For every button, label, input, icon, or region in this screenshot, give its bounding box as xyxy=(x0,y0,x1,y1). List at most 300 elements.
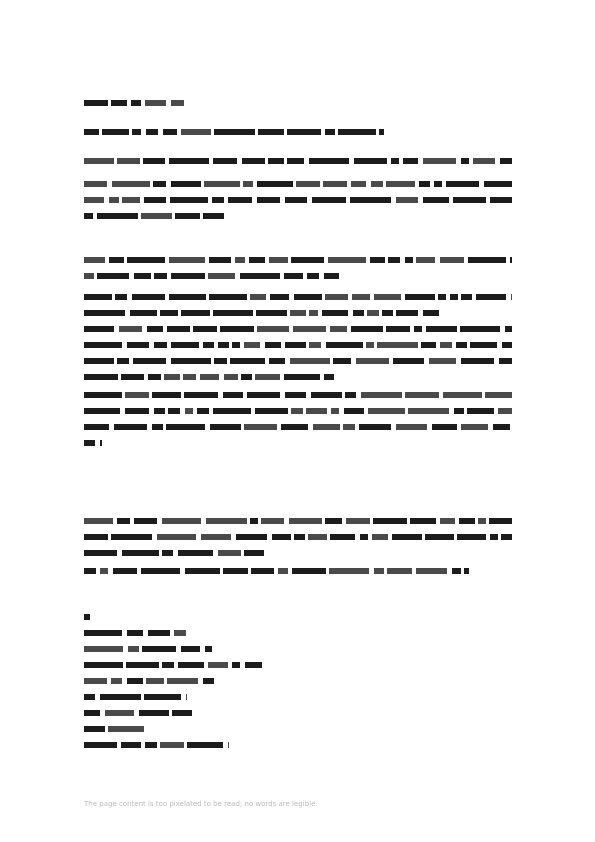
glyph-run xyxy=(459,518,475,524)
glyph-run xyxy=(178,662,204,668)
glyph-run xyxy=(174,630,186,636)
glyph-run xyxy=(203,678,214,684)
glyph-run xyxy=(257,326,289,332)
text-line xyxy=(84,568,469,574)
glyph-run xyxy=(391,158,399,164)
glyph-run xyxy=(306,408,327,414)
list-item xyxy=(84,694,187,700)
glyph-run xyxy=(270,294,289,300)
glyph-run xyxy=(410,518,436,524)
glyph-run xyxy=(287,158,304,164)
glyph-run xyxy=(152,424,163,430)
glyph-run xyxy=(183,374,196,380)
glyph-run xyxy=(501,534,512,540)
glyph-run xyxy=(134,273,151,279)
glyph-run xyxy=(287,129,321,135)
glyph-run xyxy=(84,408,120,414)
glyph-run xyxy=(296,181,320,187)
glyph-run xyxy=(167,326,190,332)
glyph-run xyxy=(294,294,322,300)
glyph-run xyxy=(97,273,129,279)
glyph-run xyxy=(84,257,105,263)
glyph-run xyxy=(84,342,122,348)
glyph-run xyxy=(84,100,108,106)
glyph-run xyxy=(345,392,356,398)
glyph-run xyxy=(250,518,258,524)
glyph-run xyxy=(134,518,157,524)
glyph-run xyxy=(84,440,95,446)
glyph-run xyxy=(291,408,303,414)
glyph-run xyxy=(84,294,112,300)
glyph-run xyxy=(244,550,264,556)
glyph-run xyxy=(171,342,199,348)
text-line xyxy=(84,158,512,164)
glyph-run xyxy=(326,342,363,348)
list-item xyxy=(84,710,192,716)
glyph-run xyxy=(255,374,280,380)
glyph-run xyxy=(212,197,224,203)
glyph-run xyxy=(489,518,512,524)
glyph-run xyxy=(168,408,180,414)
glyph-run xyxy=(312,197,346,203)
glyph-run xyxy=(128,646,139,652)
glyph-run xyxy=(84,662,123,668)
glyph-run xyxy=(244,342,260,348)
glyph-run xyxy=(440,342,452,348)
text-line xyxy=(84,440,102,446)
glyph-run xyxy=(84,614,90,620)
document-subheading xyxy=(84,129,384,135)
glyph-run xyxy=(169,294,206,300)
glyph-run xyxy=(213,310,253,316)
glyph-run xyxy=(171,273,205,279)
glyph-run xyxy=(461,424,488,430)
text-line xyxy=(84,294,512,300)
glyph-run xyxy=(127,630,143,636)
glyph-run xyxy=(208,273,235,279)
list-item xyxy=(84,630,186,636)
glyph-run xyxy=(425,534,454,540)
glyph-run xyxy=(392,534,422,540)
glyph-run xyxy=(208,662,228,668)
glyph-run xyxy=(141,213,172,219)
list-item xyxy=(84,646,212,652)
glyph-run xyxy=(350,197,391,203)
glyph-run xyxy=(289,518,322,524)
list-marker xyxy=(84,614,90,620)
text-line xyxy=(84,392,512,398)
glyph-run xyxy=(131,100,141,106)
glyph-run xyxy=(154,273,167,279)
text-line xyxy=(84,374,334,380)
glyph-run xyxy=(245,662,262,668)
glyph-run xyxy=(344,408,364,414)
glyph-run xyxy=(228,742,229,748)
glyph-run xyxy=(144,197,166,203)
glyph-run xyxy=(396,424,427,430)
glyph-run xyxy=(154,408,165,414)
glyph-run xyxy=(84,550,117,556)
list-item xyxy=(84,726,144,732)
glyph-run xyxy=(371,181,383,187)
glyph-run xyxy=(115,294,127,300)
glyph-run xyxy=(285,197,307,203)
glyph-run xyxy=(218,342,229,348)
glyph-run xyxy=(218,550,241,556)
glyph-run xyxy=(84,392,122,398)
glyph-run xyxy=(403,158,418,164)
glyph-run xyxy=(309,342,321,348)
glyph-run xyxy=(485,392,512,398)
glyph-run xyxy=(290,358,330,364)
glyph-run xyxy=(84,358,114,364)
glyph-run xyxy=(405,294,435,300)
glyph-run xyxy=(214,358,227,364)
glyph-run xyxy=(367,310,379,316)
glyph-run xyxy=(257,181,293,187)
glyph-run xyxy=(100,568,108,574)
glyph-run xyxy=(423,197,449,203)
glyph-run xyxy=(84,568,96,574)
glyph-run xyxy=(209,294,247,300)
glyph-run xyxy=(84,710,100,716)
glyph-run xyxy=(510,257,512,263)
glyph-run xyxy=(228,197,252,203)
glyph-run xyxy=(113,568,137,574)
glyph-run xyxy=(493,424,510,430)
glyph-run xyxy=(325,129,335,135)
glyph-run xyxy=(185,568,220,574)
glyph-run xyxy=(84,213,93,219)
glyph-run xyxy=(309,158,349,164)
glyph-run xyxy=(206,518,247,524)
glyph-run xyxy=(393,358,424,364)
glyph-run xyxy=(109,257,124,263)
glyph-run xyxy=(210,424,241,430)
glyph-run xyxy=(361,392,402,398)
glyph-run xyxy=(184,392,218,398)
text-line xyxy=(84,197,512,203)
glyph-run xyxy=(121,374,144,380)
glyph-run xyxy=(157,534,196,540)
glyph-run xyxy=(443,392,482,398)
glyph-run xyxy=(416,568,447,574)
glyph-run xyxy=(325,294,348,300)
glyph-run xyxy=(307,273,319,279)
glyph-run xyxy=(154,342,167,348)
glyph-run xyxy=(446,181,479,187)
list-item xyxy=(84,662,262,668)
glyph-run xyxy=(152,392,181,398)
glyph-run xyxy=(351,326,383,332)
glyph-run xyxy=(108,726,144,732)
glyph-run xyxy=(388,257,400,263)
glyph-run xyxy=(171,358,211,364)
glyph-run xyxy=(223,392,243,398)
glyph-run xyxy=(372,534,388,540)
glyph-run xyxy=(145,100,166,106)
glyph-run xyxy=(423,310,439,316)
glyph-run xyxy=(269,358,285,364)
glyph-run xyxy=(147,326,163,332)
glyph-run xyxy=(330,326,347,332)
glyph-run xyxy=(386,181,415,187)
glyph-run xyxy=(84,158,114,164)
legibility-note: The page content is too pixelated to be read; no words are legible. xyxy=(84,800,318,808)
glyph-run xyxy=(429,358,456,364)
glyph-run xyxy=(232,662,240,668)
glyph-run xyxy=(387,568,412,574)
glyph-run xyxy=(470,342,497,348)
glyph-run xyxy=(359,424,391,430)
list-item xyxy=(84,742,229,748)
text-line xyxy=(84,257,512,263)
glyph-run xyxy=(290,310,306,316)
glyph-run xyxy=(119,326,142,332)
glyph-run xyxy=(121,742,141,748)
glyph-run xyxy=(281,424,308,430)
glyph-run xyxy=(181,310,210,316)
glyph-run xyxy=(382,310,393,316)
glyph-run xyxy=(84,742,117,748)
glyph-run xyxy=(84,273,94,279)
text-line xyxy=(84,424,512,430)
glyph-run xyxy=(160,310,178,316)
glyph-run xyxy=(244,424,277,430)
glyph-run xyxy=(126,662,159,668)
glyph-run xyxy=(331,408,339,414)
text-line xyxy=(84,358,512,364)
glyph-run xyxy=(374,294,401,300)
glyph-run xyxy=(269,257,288,263)
glyph-run xyxy=(251,568,274,574)
text-line xyxy=(84,550,264,556)
glyph-run xyxy=(200,374,219,380)
glyph-run xyxy=(484,181,512,187)
glyph-run xyxy=(111,100,127,106)
glyph-run xyxy=(291,257,324,263)
glyph-run xyxy=(432,424,457,430)
glyph-run xyxy=(186,694,187,700)
text-line xyxy=(84,518,512,524)
glyph-run xyxy=(330,534,355,540)
glyph-run xyxy=(146,129,158,135)
glyph-run xyxy=(473,158,495,164)
glyph-run xyxy=(84,646,123,652)
glyph-run xyxy=(236,534,267,540)
text-line xyxy=(84,326,512,332)
glyph-run xyxy=(490,197,512,203)
glyph-run xyxy=(84,374,118,380)
glyph-run xyxy=(309,310,318,316)
glyph-run xyxy=(396,197,418,203)
glyph-run xyxy=(235,257,245,263)
glyph-run xyxy=(354,158,387,164)
glyph-run xyxy=(166,424,205,430)
glyph-run xyxy=(256,310,287,316)
glyph-run xyxy=(457,534,486,540)
glyph-run xyxy=(366,342,374,348)
glyph-run xyxy=(324,374,334,380)
glyph-run xyxy=(214,129,255,135)
glyph-run xyxy=(102,129,129,135)
glyph-run xyxy=(100,440,102,446)
glyph-run xyxy=(203,213,224,219)
glyph-run xyxy=(109,197,119,203)
glyph-run xyxy=(324,273,339,279)
glyph-run xyxy=(258,129,284,135)
glyph-run xyxy=(169,158,209,164)
glyph-run xyxy=(329,568,369,574)
glyph-run xyxy=(500,158,512,164)
glyph-run xyxy=(408,408,449,414)
glyph-run xyxy=(117,358,129,364)
glyph-run xyxy=(322,310,348,316)
glyph-run xyxy=(84,129,99,135)
glyph-run xyxy=(498,408,512,414)
glyph-run xyxy=(187,742,223,748)
glyph-run xyxy=(419,181,430,187)
glyph-run xyxy=(468,257,506,263)
glyph-run xyxy=(122,550,159,556)
glyph-run xyxy=(84,424,109,430)
text-line xyxy=(84,408,512,414)
glyph-run xyxy=(423,158,456,164)
glyph-run xyxy=(243,181,253,187)
glyph-run xyxy=(105,710,134,716)
glyph-run xyxy=(213,158,237,164)
glyph-run xyxy=(396,310,418,316)
glyph-run xyxy=(241,374,252,380)
glyph-run xyxy=(175,213,200,219)
glyph-run xyxy=(467,408,494,414)
glyph-run xyxy=(127,257,165,263)
glyph-run xyxy=(223,568,248,574)
glyph-run xyxy=(178,550,213,556)
glyph-run xyxy=(351,181,366,187)
glyph-run xyxy=(130,310,157,316)
glyph-run xyxy=(505,326,512,332)
text-line xyxy=(84,213,224,219)
glyph-run xyxy=(499,358,512,364)
glyph-run xyxy=(164,374,180,380)
glyph-run xyxy=(84,694,95,700)
glyph-run xyxy=(247,392,280,398)
glyph-run xyxy=(440,518,455,524)
glyph-run xyxy=(171,100,184,106)
glyph-run xyxy=(197,408,209,414)
glyph-run xyxy=(284,374,320,380)
glyph-run xyxy=(440,257,464,263)
glyph-run xyxy=(201,534,231,540)
glyph-run xyxy=(181,129,211,135)
glyph-run xyxy=(143,158,165,164)
glyph-run xyxy=(346,518,370,524)
glyph-run xyxy=(224,374,238,380)
text-line xyxy=(84,534,512,540)
glyph-run xyxy=(171,181,201,187)
glyph-run xyxy=(454,408,464,414)
glyph-run xyxy=(114,424,147,430)
glyph-run xyxy=(426,326,457,332)
glyph-run xyxy=(193,326,217,332)
glyph-run xyxy=(284,273,303,279)
glyph-run xyxy=(148,374,161,380)
glyph-run xyxy=(325,518,342,524)
glyph-run xyxy=(167,678,198,684)
glyph-run xyxy=(338,129,376,135)
text-line xyxy=(84,273,339,279)
glyph-run xyxy=(84,678,107,684)
glyph-run xyxy=(125,408,149,414)
glyph-run xyxy=(145,742,157,748)
glyph-run xyxy=(356,358,389,364)
glyph-run xyxy=(414,326,422,332)
glyph-run xyxy=(117,518,130,524)
glyph-run xyxy=(132,129,141,135)
glyph-run xyxy=(250,294,266,300)
glyph-run xyxy=(84,630,122,636)
glyph-run xyxy=(139,710,169,716)
glyph-run xyxy=(205,646,212,652)
glyph-run xyxy=(84,310,125,316)
glyph-run xyxy=(343,424,355,430)
glyph-run xyxy=(112,181,150,187)
glyph-run xyxy=(456,342,467,348)
glyph-run xyxy=(132,294,165,300)
glyph-run xyxy=(203,342,214,348)
glyph-run xyxy=(461,358,494,364)
glyph-run xyxy=(405,257,413,263)
glyph-run xyxy=(261,518,284,524)
glyph-run xyxy=(133,358,166,364)
glyph-run xyxy=(111,534,152,540)
glyph-run xyxy=(249,257,265,263)
glyph-run xyxy=(220,326,254,332)
glyph-run xyxy=(84,181,107,187)
glyph-run xyxy=(490,534,498,540)
glyph-run xyxy=(328,257,366,263)
glyph-run xyxy=(438,294,446,300)
glyph-run xyxy=(272,534,291,540)
glyph-run xyxy=(268,158,284,164)
glyph-run xyxy=(453,197,486,203)
glyph-run xyxy=(502,342,512,348)
glyph-run xyxy=(117,158,140,164)
glyph-run xyxy=(204,181,240,187)
glyph-run xyxy=(311,392,342,398)
glyph-run xyxy=(144,694,181,700)
glyph-run xyxy=(181,646,200,652)
glyph-run xyxy=(265,342,281,348)
glyph-run xyxy=(169,257,205,263)
glyph-run xyxy=(461,158,469,164)
glyph-run xyxy=(368,408,405,414)
document-heading xyxy=(84,100,184,106)
glyph-run xyxy=(122,197,140,203)
text-line xyxy=(84,342,512,348)
glyph-run xyxy=(292,568,326,574)
glyph-run xyxy=(285,392,306,398)
list-item xyxy=(84,678,214,684)
glyph-run xyxy=(84,534,108,540)
glyph-run xyxy=(127,678,143,684)
glyph-run xyxy=(127,342,149,348)
glyph-run xyxy=(323,181,347,187)
text-line xyxy=(84,310,439,316)
glyph-run xyxy=(84,518,113,524)
glyph-run xyxy=(84,326,114,332)
